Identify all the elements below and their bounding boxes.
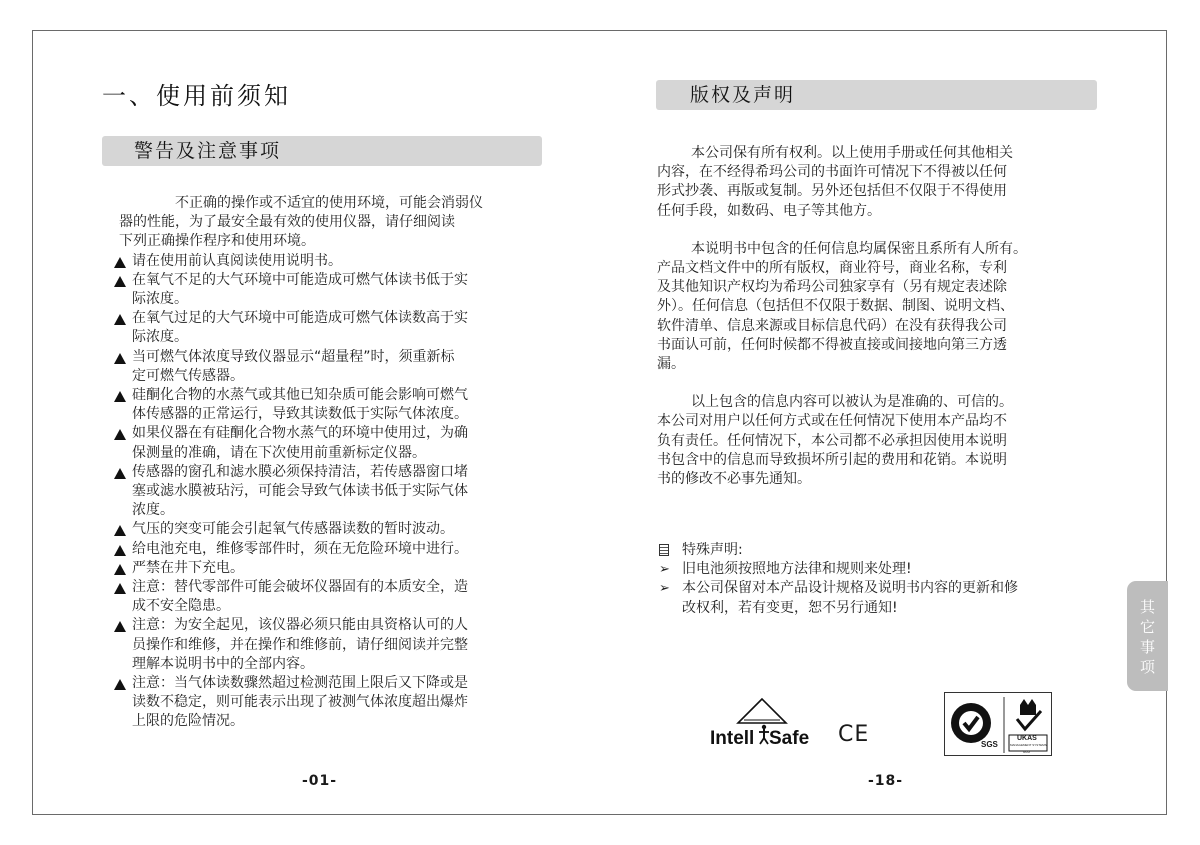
warning-triangle-icon xyxy=(114,583,126,594)
document-icon xyxy=(659,544,669,556)
paragraph-line: 书的修改不必事先通知。 xyxy=(657,471,811,488)
special-heading-row xyxy=(657,541,1097,560)
warning-item xyxy=(113,386,553,424)
paragraph-line: 负有责任。任何情况下，本公司都不必承担因使用本说明 xyxy=(657,432,1007,449)
paragraph-line: 任何手段，如数码、电子等其他方。 xyxy=(657,202,881,219)
warning-triangle-icon xyxy=(114,468,126,479)
warning-line: 体传感器的正常运行，导致其读数低于实际气体浓度。 xyxy=(132,406,468,423)
warning-line: 成不安全隐患。 xyxy=(132,598,230,615)
warning-line: 读数不稳定，则可能表示出现了被测气体浓度超出爆炸 xyxy=(132,694,468,711)
warnings-list xyxy=(113,252,553,732)
intro-line: 不正确的操作或不适宜的使用环境，可能会消弱仪 xyxy=(175,195,483,211)
warning-line: 定可燃气传感器。 xyxy=(132,367,244,384)
section-title-warnings: 警告及注意事项 xyxy=(134,140,282,162)
warning-triangle-icon xyxy=(114,391,126,402)
paragraph-line: 书面认可前，任何时候都不得被直接或间接地向第三方透 xyxy=(657,336,1007,353)
special-line: 改权利，若有变更，恕不另行通知! xyxy=(682,599,898,616)
warning-triangle-icon xyxy=(114,276,126,287)
side-tab-char: 项 xyxy=(1139,658,1155,676)
section-header-copyright xyxy=(656,80,1097,110)
warning-line: 在氧气不足的大气环境中可能造成可燃气体读书低于实 xyxy=(132,271,468,288)
warning-line: 塞或滤水膜被玷污，可能会导致气体读书低于实际气体 xyxy=(132,483,468,500)
special-line: 本公司保留对本产品设计规格及说明书内容的更新和修 xyxy=(682,580,1018,597)
warning-line: 气压的突变可能会引起氧气传感器读数的暂时波动。 xyxy=(132,521,454,538)
warning-line: 当可燃气体浓度导致仪器显示“超量程”时，须重新标 xyxy=(132,348,455,365)
section-title-copyright: 版权及声明 xyxy=(690,84,796,106)
warning-item xyxy=(113,424,553,462)
paragraph-line: 本公司保有所有权利。以上使用手册或任何其他相关 xyxy=(691,145,1013,161)
copyright-paragraph xyxy=(657,144,1097,221)
warning-triangle-icon xyxy=(114,353,126,364)
warning-item xyxy=(113,520,553,539)
warning-triangle-icon xyxy=(114,257,126,268)
warning-line: 请在使用前认真阅读使用说明书。 xyxy=(132,252,342,269)
paragraph-line: 产品文档文件中的所有版权，商业符号，商业名称，专利 xyxy=(657,260,1007,277)
special-heading: 特殊声明: xyxy=(682,542,743,558)
arrow-bullet-icon: ➢ xyxy=(659,562,670,578)
warning-item xyxy=(113,559,553,578)
warning-line: 严禁在井下充电。 xyxy=(132,559,244,576)
paragraph-line: 本说明书中包含的任何信息均属保密且系所有人所有。 xyxy=(691,240,1027,257)
warning-triangle-icon xyxy=(114,564,126,575)
intro-line: 器的性能，为了最安全最有效的使用仪器，请仔细阅读 xyxy=(119,214,455,231)
paragraph-line: 外）。任何信息（包括但不仅限于数据、制图、说明文档、 xyxy=(657,298,1014,315)
warning-line: 际浓度。 xyxy=(132,329,188,346)
warning-item xyxy=(113,271,553,309)
warning-item xyxy=(113,578,553,616)
paragraph-line: 及其他知识产权均为希玛公司独家享有（另有规定表述除 xyxy=(657,279,1007,296)
paragraph-line: 软件清单、信息来源或目标信息代码）在没有获得我公司 xyxy=(657,317,1007,334)
special-line: 旧电池须按照地方法律和规则来处理! xyxy=(682,561,912,578)
copyright-body xyxy=(657,144,1097,508)
paragraph-line: 内容，在不经得希玛公司的书面许可情况下不得被以任何 xyxy=(657,164,1007,181)
ukas-sub-label: MANAGEMENT SYSTEMS xyxy=(1010,743,1047,747)
warning-line: 给电池充电，维修零部件时，须在无危险环境中进行。 xyxy=(132,540,468,557)
warnings-body xyxy=(113,194,553,732)
special-item xyxy=(657,560,1097,579)
paragraph-line: 以上包含的信息内容可以被认为是准确的、可信的。 xyxy=(691,394,1013,411)
warning-line: 硅酮化合物的水蒸气或其他已知杂质可能会影响可燃气 xyxy=(132,387,468,404)
warning-item xyxy=(113,252,553,271)
warning-line: 员操作和维修，并在操作和维修前，请仔细阅读并完整 xyxy=(132,636,468,653)
warning-triangle-icon xyxy=(114,429,126,440)
cert-number: 005 xyxy=(1023,749,1030,754)
warning-item xyxy=(113,616,553,674)
paragraph-line: 漏。 xyxy=(657,356,685,373)
arrow-bullet-icon: ➢ xyxy=(659,581,670,597)
warning-triangle-icon xyxy=(114,314,126,325)
intellisafe-logo xyxy=(708,697,818,749)
side-tab-other-matters[interactable] xyxy=(1127,581,1168,691)
sgs-label: SGS xyxy=(981,740,998,749)
page-number-right: -18- xyxy=(868,773,904,789)
side-tab-char: 它 xyxy=(1139,618,1155,636)
warning-line: 际浓度。 xyxy=(132,291,188,308)
special-item xyxy=(657,579,1097,617)
side-tab-char: 事 xyxy=(1139,638,1155,656)
page-number-left: -01- xyxy=(302,773,338,789)
warning-line: 注意：替代零部件可能会破坏仪器固有的本质安全，造 xyxy=(132,579,468,596)
warning-item xyxy=(113,540,553,559)
warning-triangle-icon xyxy=(114,621,126,632)
side-tab-char: 其 xyxy=(1139,598,1155,616)
special-list xyxy=(657,560,1097,618)
warning-triangle-icon xyxy=(114,679,126,690)
copyright-paragraph xyxy=(657,393,1097,489)
warning-line: 上限的危险情况。 xyxy=(132,713,244,730)
certification-graphic xyxy=(945,693,1053,757)
chapter-title: 一、使用前须知 xyxy=(102,82,291,110)
ukas-label: UKAS xyxy=(1017,735,1037,742)
warning-triangle-icon xyxy=(114,525,126,536)
ce-mark: CE xyxy=(838,722,870,747)
warning-item xyxy=(113,309,553,347)
paragraph-line: 本公司对用户以任何方式或在任何情况下使用本产品均不 xyxy=(657,413,1007,430)
warning-line: 注意：为安全起见，该仪器必须只能由具资格认可的人 xyxy=(132,617,468,634)
copyright-paragraph xyxy=(657,240,1097,374)
svg-text:Intell: Intell xyxy=(710,728,755,749)
warning-line: 注意：当气体读数骤然超过检测范围上限后又下降或是 xyxy=(132,675,468,692)
warning-line: 理解本说明书中的全部内容。 xyxy=(132,655,314,672)
warning-line: 浓度。 xyxy=(132,502,174,519)
warning-item xyxy=(113,348,553,386)
warning-item xyxy=(113,463,553,521)
warning-line: 如果仪器在有硅酮化合物水蒸气的环境中使用过，为确 xyxy=(132,425,468,442)
warning-line: 保测量的准确，请在下次使用前重新标定仪器。 xyxy=(132,444,426,461)
special-statement xyxy=(657,541,1097,618)
warning-item xyxy=(113,674,553,732)
intro-paragraph xyxy=(113,194,553,252)
warning-line: 传感器的窗孔和滤水膜必须保持清洁，若传感器窗口堵 xyxy=(132,463,468,480)
warning-triangle-icon xyxy=(114,545,126,556)
paragraph-line: 书包含中的信息而导致损坏所引起的费用和花销。本说明 xyxy=(657,451,1007,468)
intro-line: 下列正确操作程序和使用环境。 xyxy=(119,233,315,250)
certification-logo xyxy=(944,692,1052,756)
svg-text:Safe: Safe xyxy=(769,728,810,749)
warning-line: 在氧气过足的大气环境中可能造成可燃气体读数高于实 xyxy=(132,310,468,327)
paragraph-line: 形式抄袭、再版或复制。另外还包括但不仅限于不得使用 xyxy=(657,183,1007,200)
section-header-warnings xyxy=(102,136,542,166)
